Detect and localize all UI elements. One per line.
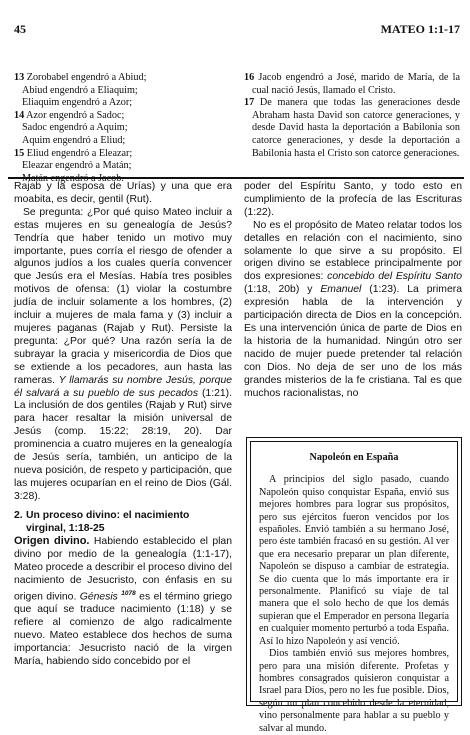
verse-text: Jacob engendró a José, marido de María, de la cual nació Jesús, llamado el Cristo. (252, 72, 460, 96)
verse-line (14, 85, 228, 98)
verse-text: De manera que todas las generaciones desde Abraham hasta David son catorce generaciones, y desde David hasta la deportación a Babilonia son catorce generaciones, y desde la deportación a Babilonia hasta el Cristo son catorce generaciones. (252, 97, 460, 159)
scripture-quote: Y llamarás su nombre Jesús, porque él salvará a su pueblo de sus pecados (14, 374, 232, 399)
paragraph (14, 535, 232, 669)
paragraph: poder del Espíritu Santo, y todo esto en cumplimiento de la profecía de las Escrituras (1:22). (244, 181, 462, 218)
text-run: (1:21). La inclusión de dos gentiles (Rajab y Rut) sirve para hacer resaltar la misión universal de Jesús (comp. 15:22; 28:19, 20). Dar prominencia a cuatro mujeres en la genealogía de Jesús sería, también, un anticipo de la nueva posición, de respeto y participación, que las mujeres ocuparían en el reino de Dios (Gál. 3:28). (14, 387, 232, 502)
emphasis: Emanuel (320, 284, 362, 296)
run-in-heading: Origen divino. (14, 535, 90, 548)
section-divider (8, 177, 464, 179)
sidebar-paragraph: Dios también envió sus mejores hombres, pero para una misión diferente. Profetas y hombres consagrados quisieron conquistar a Israel para Dios, pero no les fue posible. Dios, según un plan concebido desde la eternidad, vino personalmente para hablar a su pueblo y salvar al mundo. (259, 648, 449, 734)
text-run: (1:23). La primera expresión habla de la intervención y participación directa de Dios en la concepción. Es una intervención única de parte de Dios en la historia de la humanidad. Ningún otro ser nacido de mujer puede pretender tal relación con Dios. No deja de ser uno de los más grandes misterios de la fe cristiana. Tal es que muchos racionalistas, no (244, 284, 462, 399)
verse-text: Sadoc engendró a Aquim; (22, 122, 128, 134)
text-run: Habiendo establecido el plan divino por medio de la genealogía (1:1-17), Mateo procede a describir el proceso divino del nacimiento de Jesucristo, con énfasis en su origen divino. (14, 536, 232, 603)
verse-text: Azor engendró a Sadoc; (26, 109, 125, 121)
section-number: 2. (14, 509, 23, 521)
verse-line (244, 97, 460, 160)
verse-number: 16 (244, 72, 255, 83)
verse-line (14, 135, 228, 148)
strong-number: 1078 (121, 590, 136, 598)
verse-number: 17 (244, 97, 255, 109)
verse-line (14, 148, 228, 161)
verse-text: Eliud engendró a Eleazar; (26, 147, 133, 159)
verse-block-left (14, 72, 228, 185)
commentary-column-right (244, 181, 462, 400)
sidebar-box-inner (250, 441, 458, 734)
verse-line (14, 97, 228, 110)
verse-line (244, 72, 460, 97)
text-run: No es el propósito de Mateo relatar todos los detalles en relación con el nacimiento, sino solamente lo que sirve a su propósito. El origen divino se establece principalmente por dos expresiones: (244, 219, 462, 283)
page-number: 45 (14, 22, 26, 36)
verse-text: Zorobabel engendró a Abiud; (26, 72, 147, 83)
verse-number: 14 (14, 109, 25, 121)
verse-number: 13 (14, 72, 25, 83)
verse-line (14, 160, 228, 173)
sidebar-box (246, 437, 462, 734)
sidebar-paragraph: A principios del siglo pasado, cuando Napoleón quiso conquistar España, envió sus mejores hombres para lograr sus propósitos, pero sus ejércitos fueron vencidos por los españoles. Envió también a su hermano José, pero éste también fracasó en su gestión. Al ver que era necesario preparar un plan diferente, Napoleón se dispuso a cambiar de estrategia. Se dio cuenta que lo más importante era ir personalmente. Planificó su viaje de tal manera que el solo hecho de que los demás supieran que el Emperador en persona llegaría en cualquier momento perturbó a toda España. Así lo hizo Napoleón y así venció. (259, 474, 449, 647)
verse-text: Eleazar engendró a Matán; (22, 160, 132, 172)
commentary-column-left (14, 181, 232, 669)
paragraph (244, 220, 462, 401)
section-heading (14, 510, 232, 536)
verse-text: Aquim engendró a Eliud; (22, 134, 126, 146)
section-title: Un proceso divino: el nacimiento (26, 509, 190, 521)
emphasis: concebido del Espíritu Santo (327, 271, 462, 283)
text-run: (1:18, 20b) y (244, 284, 321, 296)
text-run: Se pregunta: ¿Por qué quiso Mateo incluir a estas mujeres en su genealogía de Jesús? Tendría que haber tenido un motivo muy importante, pues corría el riesgo de ofender a algunos judíos a los cuales quería convencer que Jesús era el Mesías. Había tres posibles motivos de ofensa: (1) violar la costumbre judía de incluir solamente a los hombres, (2) incluir a mujeres de mala fama y (3) incluir a mujeres paganas (Rajab y Rut). Persiste la pregunta: ¿Por qué? Una razón sería la de subrayar la gracia y misericordia de Dios que se extiende a los pecadores, aun hasta las rameras. (14, 206, 232, 386)
chapter-reference: MATEO 1:1-17 (380, 22, 460, 36)
verse-line (14, 122, 228, 135)
greek-term: Génesis (79, 591, 118, 603)
verse-text: Eliaquim engendró a Azor; (22, 97, 133, 109)
verse-block-right (244, 72, 460, 160)
sidebar-title: Napoleón en España (309, 452, 399, 463)
verse-number: 15 (14, 147, 25, 159)
text-run: es el término griego que aquí se traduce nacimiento (1:18) y se refiere al comienzo de algo radicalmente nuevo. Mateo establece dos hechos de suma importancia: Jesucristo nació de la virgen María, habiendo sido concebido por el (14, 591, 233, 668)
verse-line (14, 110, 228, 123)
section-title-line-2: virginal, 1:18-25 (26, 522, 105, 534)
paragraph: Rajab y la esposa de Urías) y una que era moabita, es decir, gentil (Rut). (14, 181, 232, 205)
paragraph (14, 207, 232, 504)
verse-text: Abiud engendró a Eliaquim; (22, 84, 138, 96)
verse-line (14, 72, 228, 85)
